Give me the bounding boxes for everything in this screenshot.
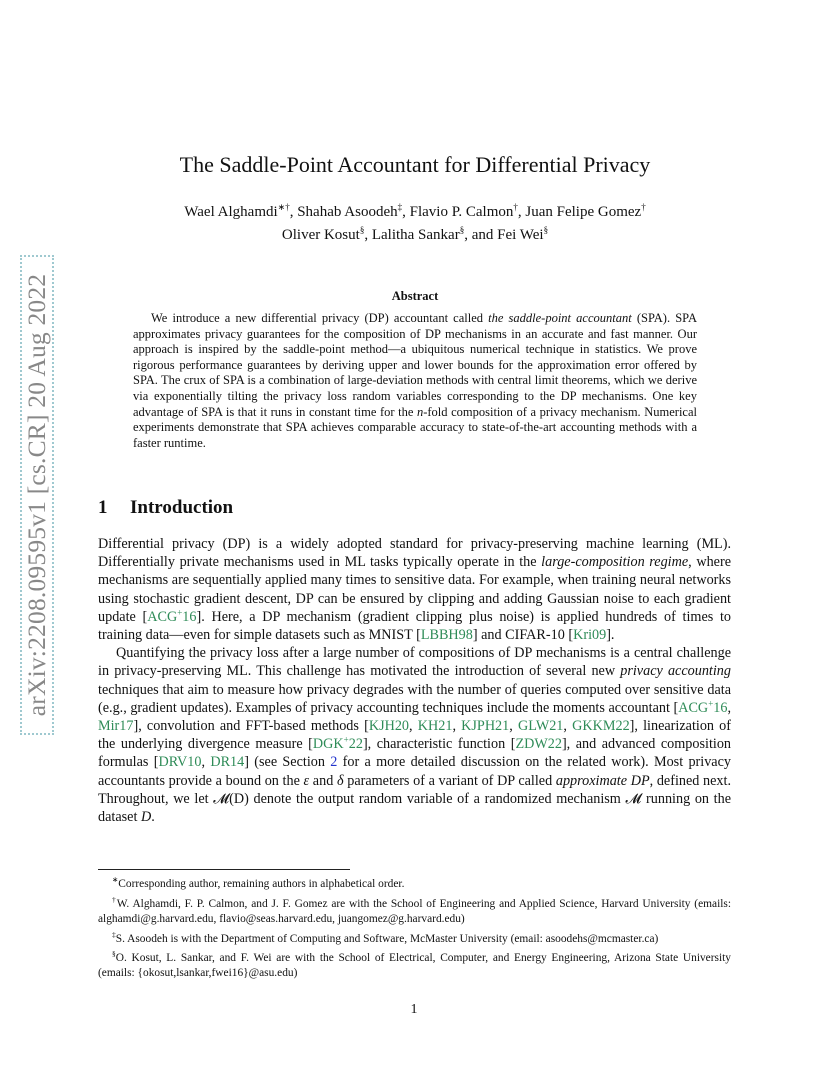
citation-link[interactable]: LBBH98: [420, 627, 473, 644]
body-text: ], convolution and FFT-based methods [: [133, 718, 369, 735]
body-text: denote the output random variable of a randomized mechanism: [248, 790, 626, 807]
footnote-mark: §: [112, 949, 116, 959]
citation-link[interactable]: Mir17: [98, 718, 134, 735]
section-number: 1: [98, 497, 108, 518]
body-text: ] and CIFAR-10 [: [472, 627, 574, 644]
author-mark: ‡: [397, 202, 403, 212]
author-name: Fei Wei: [497, 227, 544, 243]
math-symbol: 𝓜: [625, 790, 642, 807]
body-text: ], and advanced composition formulas [: [98, 736, 732, 771]
body-text: techniques that aim to measure how privacy degrades with the number of queries computed over sensitive data (e.g., gradient updates). Examples of privacy accounting techniques include the moments accountant [: [98, 681, 731, 716]
author-name: Oliver Kosut: [281, 227, 360, 243]
author-name: Lalitha Sankar: [371, 227, 460, 243]
footnote-mark: ‡: [112, 929, 116, 939]
author-mark: §: [359, 225, 365, 235]
footnote-text: Corresponding author, remaining authors in alphabetical order.: [118, 877, 405, 890]
footnote: [98, 872, 731, 892]
abstract-text: (SPA). SPA approximates privacy guarantees for the composition of DP mechanisms in an accurate and fast manner. Our approach is inspired by the saddle-point method—a ubiquitous numerical technique in statistics. We prove rigorous performance guarantees by deriving upper and lower bounds for the approximation error offered by SPA. The crux of SPA is a combination of large-deviation methods with central limit theorems, which we derive via exponentially tilting the privacy loss random variables corresponding to the DP mechanisms. One key advantage of SPA is that it runs in constant time for the: [133, 311, 697, 419]
author-name: Flavio P. Calmon: [409, 204, 514, 220]
body-text: and: [309, 772, 337, 789]
math-symbol: ε: [303, 772, 310, 789]
body-text: , defined next. Throughout, we let: [98, 772, 732, 807]
abstract-emphasis: the saddle-point accountant: [488, 311, 632, 325]
abstract-text: -fold composition of a privacy mechanism. Numerical experiments demonstrate that SPA achieves comparable accuracy to state-of-the-art accounting methods with a faster runtime.: [133, 404, 697, 450]
author-line-2: Oliver Kosut§, Lalitha Sankar§, and Fei Wei§: [281, 225, 549, 243]
author-list: [100, 198, 730, 244]
author-mark: §: [459, 225, 465, 235]
citation-link[interactable]: ACG+16: [147, 607, 197, 625]
body-text: , where mechanisms are sequentially applied many times to sensitive data. For example, when training neural networks using stochastic gradient descent, DP can be ensured by clipping and adding Gaussian noise to each gradient update [: [98, 554, 731, 625]
intro-paragraph-1: [98, 535, 731, 644]
footnote-rule: [98, 869, 350, 870]
footnote: [98, 927, 731, 947]
body-text: ].: [606, 627, 615, 644]
body-emphasis: approximate DP: [555, 772, 650, 789]
citation-link[interactable]: ZDW22: [515, 736, 562, 753]
author-line-1: Wael Alghamdi∗†, Shahab Asoodeh‡, Flavio P. Calmon†, Juan Felipe Gomez†: [184, 202, 646, 220]
citation-link[interactable]: Kri09: [573, 627, 607, 644]
author-name: Shahab Asoodeh: [297, 204, 398, 220]
body-text: ], characteristic function [: [362, 736, 516, 753]
footnote-mark: ∗: [112, 875, 119, 884]
body-text: .: [151, 809, 155, 826]
citation-link[interactable]: DGK+22: [312, 734, 363, 753]
footnote: [98, 892, 731, 927]
body-text: for a more detailed discussion on the related work). Most privacy accountants provide a bound on the: [98, 754, 731, 789]
page-number: 1: [410, 1002, 418, 1017]
body-text: Quantifying the privacy loss after a large number of compositions of DP mechanisms is a central challenge in privacy-preserving ML. This challenge has motivated the introduction of several new: [98, 645, 731, 680]
citation-link[interactable]: KJH20: [368, 718, 410, 735]
footnotes: [98, 872, 731, 981]
footnote-text: O. Kosut, L. Sankar, and F. Wei are with the School of Electrical, Computer, and Energy Engineering, Arizona State University (emails: {okosut,lsankar,fwei16}@asu.edu): [98, 952, 731, 980]
body-emphasis: large-composition regime: [541, 554, 689, 571]
abstract-paragraph: [133, 311, 697, 451]
author-name: Juan Felipe Gomez: [525, 204, 642, 220]
body-text: Differential privacy (DP) is a widely adopted standard for privacy-preserving machine learning (ML). Differentially private mechanisms used in ML tasks typically operate in the: [98, 536, 731, 571]
arxiv-stamp: [20, 255, 54, 735]
citation-link[interactable]: GKKM22: [572, 718, 630, 735]
author-mark: ∗†: [277, 202, 290, 212]
math-symbol: D: [140, 809, 152, 826]
citation-link[interactable]: KJPH21: [461, 718, 510, 735]
intro-paragraph-2: Quantifying the privacy loss after a large number of compositions of DP mechanisms is a central challenge in privacy-preserving ML. This challenge has motivated the introduction of several new privacy accounting techniques that aim to measure how privacy degrades with the number of queries computed over sensitive data (e.g., gradient updates). Examples of privacy accounting techniques include the moments accountant [ACG+16, Mir17], convolution and FFT-based methods [KJH20, KH21, KJPH21, GLW21, GKKM22], linearization of the underlying divergence measure [DGK+22], characteristic function [ZDW22], and advanced composition formulas [DRV10, DR14] (see Section 2 for a more detailed discussion on the related work). Most privacy accountants provide a bound on the ε and δ parameters of a variant of DP called approximate DP, defined next. Throughout, we let 𝓜(D) denote the output random variable of a randomized mechanism 𝓜 running on the dataset D.: [98, 645, 732, 826]
body-text: ]. Here, a DP mechanism (gradient clipping plus noise) is applied hundreds of times to training data—even for simple datasets such as MNIST [: [98, 608, 731, 644]
abstract-math: n: [416, 404, 424, 419]
body-text: parameters of a variant of DP called: [343, 772, 556, 789]
math-symbol: δ: [336, 772, 344, 789]
section-heading: [98, 497, 233, 519]
citation-link[interactable]: GLW21: [517, 718, 564, 735]
footnote-mark: †: [112, 894, 117, 904]
author-conjunction: and: [471, 227, 494, 243]
arxiv-identifier: arXiv:2208.09595v1 [cs.CR] 20 Aug 2022: [22, 273, 51, 717]
math-symbol: 𝓜(D): [213, 790, 249, 807]
citation-link[interactable]: ACG+16: [678, 698, 728, 716]
citation-link[interactable]: DR14: [210, 754, 245, 771]
body-text: ], linearization of the underlying divergence measure [: [98, 718, 732, 753]
citation-link[interactable]: KH21: [417, 718, 453, 735]
section-title: Introduction: [130, 497, 234, 518]
author-mark: †: [641, 202, 646, 212]
abstract-body: [133, 311, 697, 451]
abstract-text: We introduce a new differential privacy (DP) accountant called: [151, 311, 489, 325]
abstract-heading: Abstract: [391, 289, 439, 303]
citation-link[interactable]: DRV10: [158, 754, 202, 771]
paper-title: The Saddle-Point Accountant for Differential Privacy: [179, 152, 651, 177]
body-text: ] (see Section: [244, 754, 331, 771]
body-text: running on the dataset: [98, 790, 732, 826]
footnote-text: W. Alghamdi, F. P. Calmon, and J. F. Gomez are with the School of Engineering and Applied Science, Harvard University (emails: alghamdi@g.harvard.edu, flavio@seas.harvard.edu, juangomez@g.harvard.edu): [98, 897, 731, 925]
author-name: Wael Alghamdi: [184, 204, 278, 220]
footnote: [98, 946, 731, 981]
footnote-text: S. Asoodeh is with the Department of Computing and Software, McMaster University (email: asoodehs@mcmaster.ca): [115, 932, 659, 945]
introduction-body: [98, 535, 731, 826]
author-mark: §: [543, 225, 549, 235]
body-emphasis: privacy accounting: [620, 663, 731, 680]
section-reference-link[interactable]: 2: [330, 754, 338, 771]
author-mark: †: [513, 202, 518, 212]
